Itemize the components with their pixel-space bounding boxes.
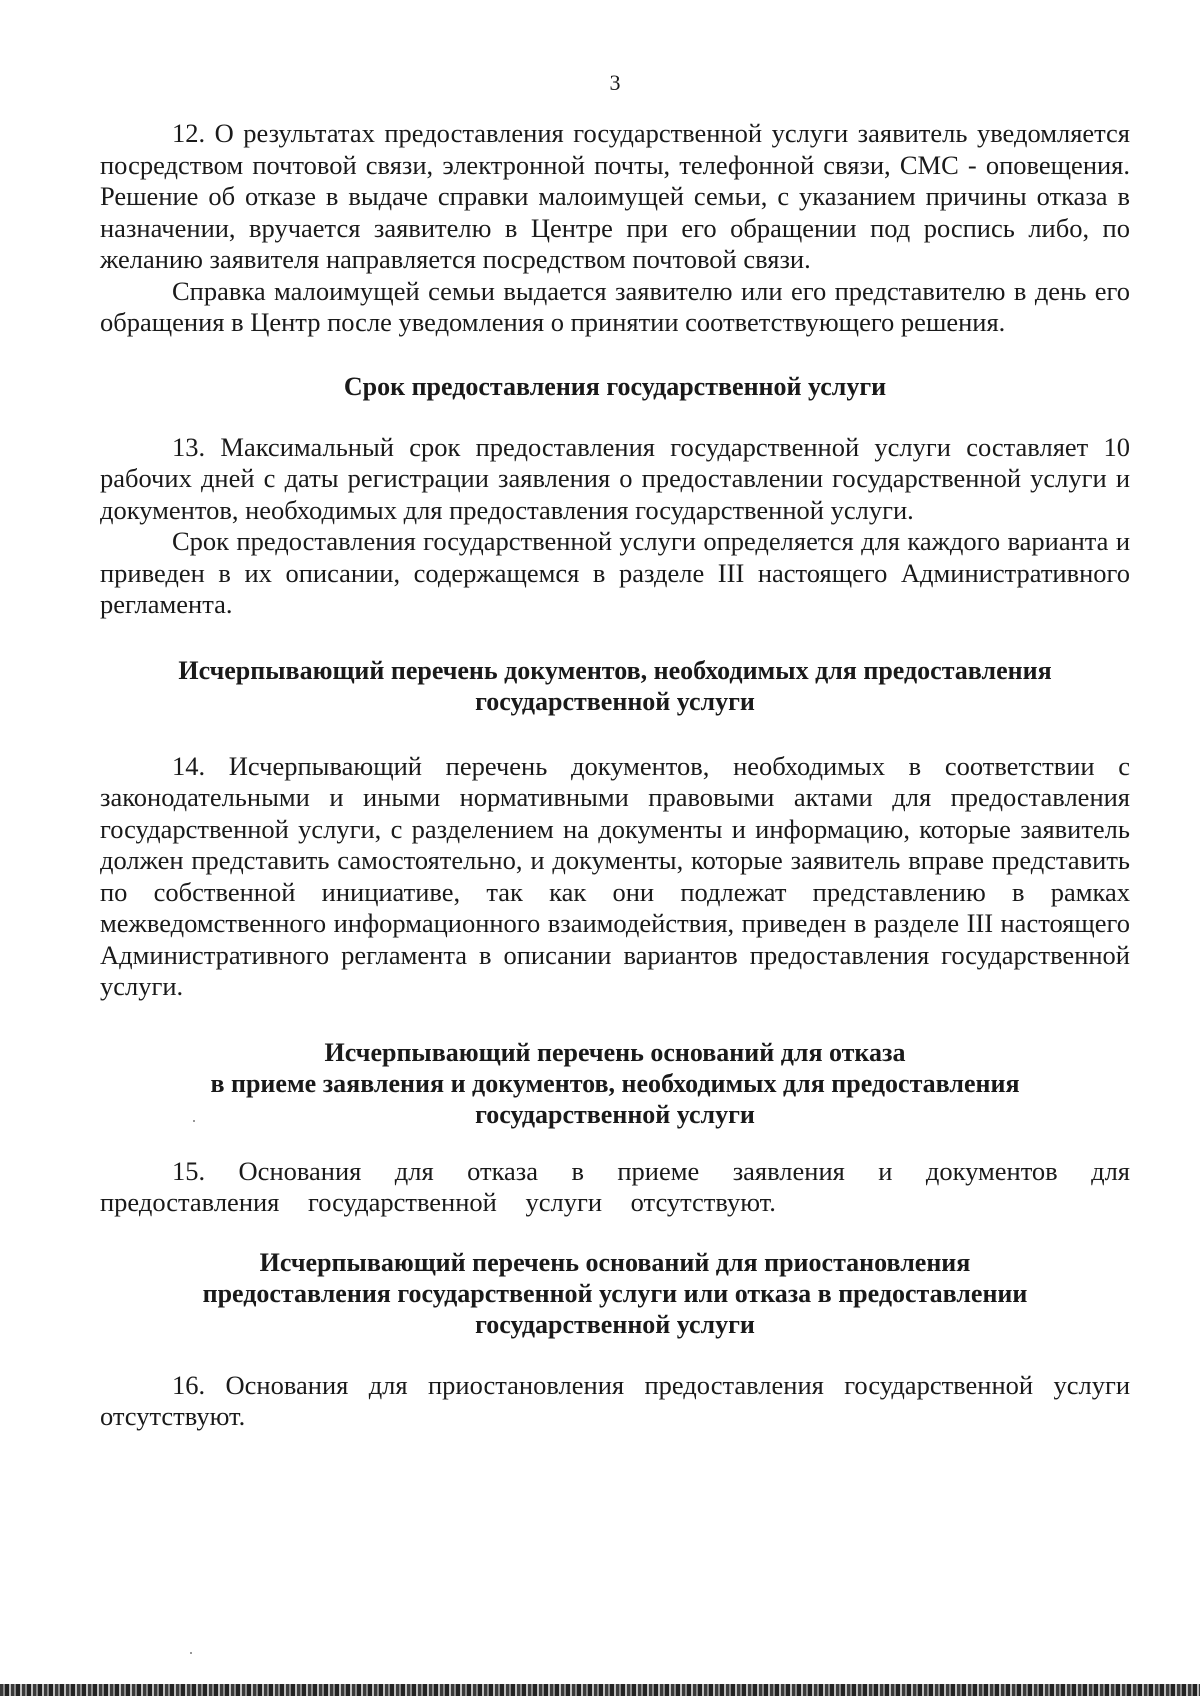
scan-speck — [190, 1652, 192, 1654]
document-body — [100, 118, 1130, 1433]
section-heading-term — [100, 371, 1130, 402]
heading-line: государственной услуги — [475, 1099, 755, 1129]
heading-line: Исчерпывающий перечень оснований для отказа — [324, 1037, 906, 1067]
heading-line: государственной услуги — [475, 1309, 755, 1339]
heading-line: предоставления государственной услуги или отказа в предоставлении — [202, 1278, 1028, 1308]
section-heading-refusal — [100, 1037, 1130, 1130]
paragraph-12-continuation: Справка малоимущей семьи выдается заявителю или его представителю в день его обращения в Центр после уведомления о принятии соответствующего решения. — [100, 275, 1130, 337]
heading-line: Исчерпывающий перечень оснований для приостановления — [259, 1247, 971, 1277]
heading-line: Срок предоставления государственной услуги — [343, 371, 887, 401]
page-number: 3 — [609, 70, 621, 95]
heading-line: в приеме заявления и документов, необходимых для предоставления — [210, 1068, 1020, 1098]
paragraph-13-continuation: Срок предоставления государственной услуги определяется для каждого варианта и приведен в их описании, содержащемся в разделе III настоящего Административного регламента. — [100, 526, 1130, 619]
paragraph-12: 12. О результатах предоставления государственной услуги заявитель уведомляется посредством почтовой связи, электронной почты, телефонной связи, СМС - оповещения. Решение об отказе в выдаче справки малоимущей семьи, с указанием причины отказа в назначении, вручается заявителю в Центре при его обращении под роспись либо, по желанию заявителя направляется посредством почтовой связи. — [100, 118, 1130, 274]
paragraph-16: 16. Основания для приостановления предоставления государственной услуги отсутствуют. — [100, 1369, 1130, 1431]
section-heading-documents — [100, 655, 1130, 717]
paragraph-13: 13. Максимальный срок предоставления государственной услуги составляет 10 рабочих дней с даты регистрации заявления о предоставлении государственной услуги и документов, необходимых для предоставления государственной услуги. — [100, 431, 1130, 525]
scan-edge-artifact — [0, 1684, 1200, 1696]
paragraph-15: 15. Основания для отказа в приеме заявления и документов для предоставления государственной услуги отсутствуют. — [100, 1155, 1130, 1217]
heading-line: Исчерпывающий перечень документов, необходимых для предоставления — [178, 655, 1052, 685]
scan-speck — [193, 1120, 195, 1122]
heading-line: государственной услуги — [475, 686, 755, 716]
section-heading-suspension — [100, 1247, 1130, 1340]
paragraph-14: 14. Исчерпывающий перечень документов, необходимых в соответствии с законодательными и иными нормативными правовыми актами для предоставления государственной услуги, с разделением на документы и информацию, которые заявитель должен представить самостоятельно, и документы, которые заявитель вправе представить по собственной инициативе, так как они подлежат представлению в рамках межведомственного информационного взаимодействия, приведен в разделе III настоящего Административного регламента в описании вариантов предоставления государственной услуги. — [100, 750, 1130, 1001]
